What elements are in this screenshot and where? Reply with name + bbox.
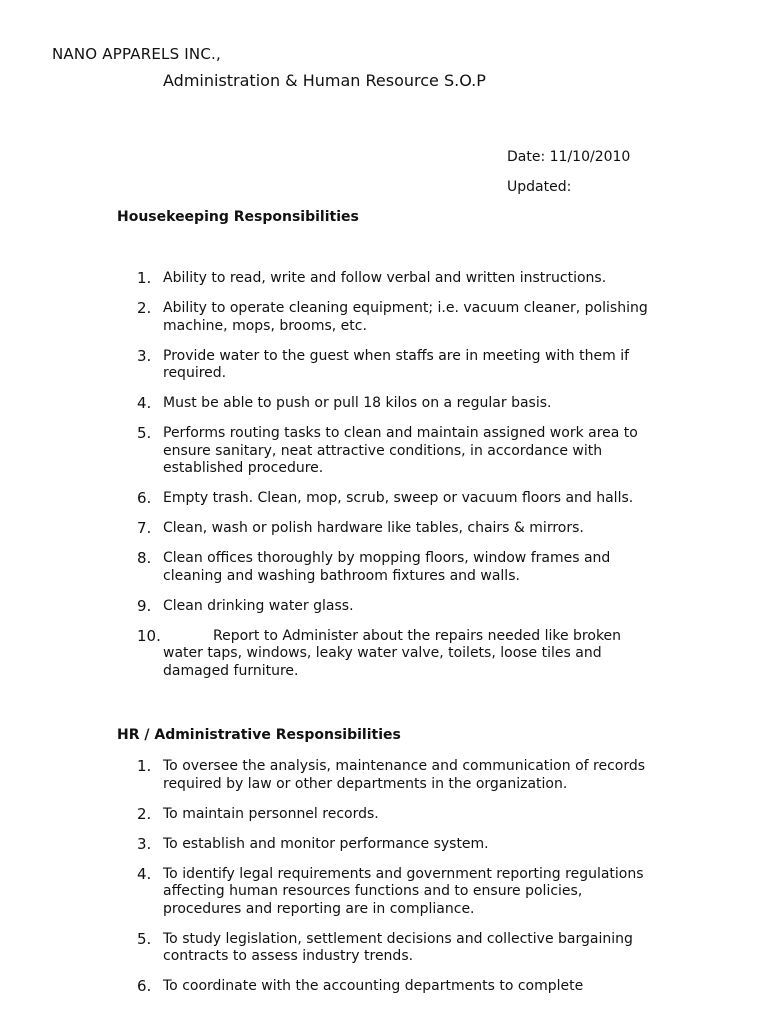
list-item	[137, 628, 657, 681]
item-number: 4.	[137, 864, 152, 883]
item-number: 6.	[137, 977, 152, 995]
section-heading-housekeeping: Housekeeping Responsibilities	[117, 209, 359, 225]
item-text: To coordinate with the accounting departments to complete	[163, 978, 584, 994]
item-text: To oversee the analysis, maintenance and communication of records required by law or other departments in the organization.	[163, 758, 646, 792]
item-number: 1.	[137, 757, 152, 775]
document-title: Administration & Human Resource S.O.P	[163, 71, 486, 90]
item-text: To study legislation, settlement decisions and collective bargaining contracts to assess industry trends.	[163, 930, 633, 964]
hr-admin-list	[137, 758, 657, 1008]
item-number: 1.	[137, 269, 152, 287]
item-text: To identify legal requirements and government reporting regulations affecting human resources functions and to ensure policies, procedures and reporting are in compliance.	[163, 865, 644, 917]
list-item	[137, 395, 657, 413]
item-text: Ability to operate cleaning equipment; i.e. vacuum cleaner, polishing machine, mops, brooms, etc.	[163, 300, 648, 334]
list-item	[137, 598, 657, 616]
item-text: Clean, wash or polish hardware like tables, chairs & mirrors.	[163, 520, 584, 536]
list-item	[137, 806, 657, 824]
item-text: Clean drinking water glass.	[163, 597, 354, 614]
item-number: 8.	[137, 549, 152, 567]
item-text: Performs routing tasks to clean and maintain assigned work area to ensure sanitary, neat attractive conditions, in accordance with established procedure.	[163, 425, 638, 476]
item-text: To establish and monitor performance system.	[163, 835, 489, 852]
item-number: 3.	[137, 834, 152, 853]
item-text: Must be able to push or pull 18 kilos on a regular basis.	[163, 395, 552, 411]
document-date: Date: 11/10/2010	[507, 149, 631, 165]
list-item	[137, 490, 657, 508]
item-number: 2.	[137, 299, 152, 317]
item-text: Ability to read, write and follow verbal and written instructions.	[163, 270, 607, 286]
list-item	[137, 348, 657, 383]
document-updated: Updated:	[507, 179, 572, 195]
item-number: 10.	[137, 626, 161, 645]
item-number: 3.	[137, 346, 152, 365]
list-item	[137, 520, 657, 538]
section-heading-hr-admin: HR / Administrative Responsibilities	[117, 727, 401, 743]
item-text: Clean offices thoroughly by mopping floors, window frames and cleaning and washing bathroom fixtures and walls.	[163, 550, 611, 584]
housekeeping-list	[137, 270, 657, 693]
item-number: 6.	[137, 489, 152, 507]
company-name: NANO APPARELS INC.,	[52, 45, 221, 63]
list-item	[137, 866, 657, 919]
list-item	[137, 758, 657, 793]
item-text: Report to Administer about the repairs needed like broken water taps, windows, leaky water valve, toilets, loose tiles and damaged furniture.	[163, 627, 622, 679]
list-item	[137, 300, 657, 335]
item-number: 5.	[137, 929, 152, 948]
item-number: 9.	[137, 596, 152, 615]
item-number: 5.	[137, 424, 152, 442]
item-text: Provide water to the guest when staffs are in meeting with them if required.	[163, 347, 630, 381]
list-item	[137, 978, 657, 996]
list-item	[137, 425, 657, 478]
list-item	[137, 270, 657, 288]
list-item	[137, 550, 657, 585]
item-number: 7.	[137, 519, 152, 537]
list-item	[137, 931, 657, 966]
item-text: Empty trash. Clean, mop, scrub, sweep or vacuum floors and halls.	[163, 490, 634, 506]
item-text: To maintain personnel records.	[163, 805, 379, 822]
item-number: 2.	[137, 804, 152, 823]
item-number: 4.	[137, 394, 152, 412]
list-item	[137, 836, 657, 854]
